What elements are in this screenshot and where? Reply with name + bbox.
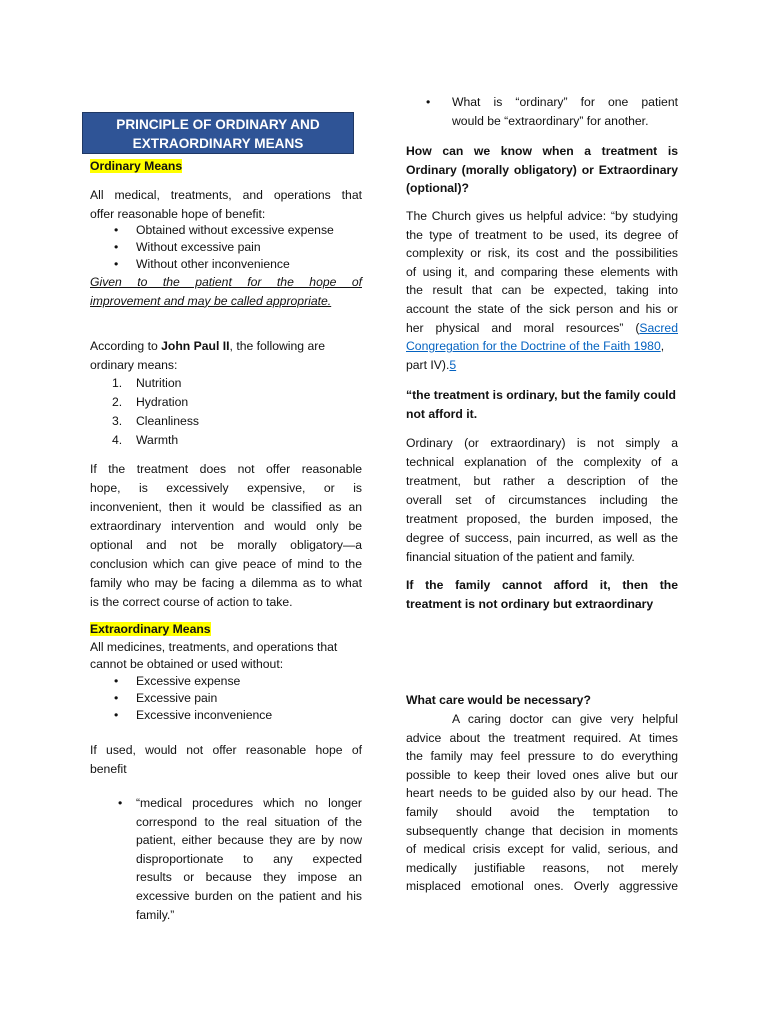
list-item: • Without other inconvenience <box>114 257 290 271</box>
ordinary-def-line-1: All medical, treatments, and operations that <box>90 188 362 202</box>
john-paul-name: John Paul II <box>161 339 230 353</box>
list-item: 2. Hydration <box>112 395 189 409</box>
church-line-9: part IV).5 <box>406 357 457 372</box>
title-line-1: PRINCIPLE OF ORDINARY AND <box>116 117 320 132</box>
given-note <box>90 273 362 310</box>
extraordinary-means-heading: Extraordinary Means <box>90 622 211 636</box>
extraordinary-means-section <box>90 620 362 673</box>
list-item: • Excessive expense <box>114 674 241 688</box>
cannot-afford-statement: If the family cannot afford it, then the treatment is not ordinary but extraordinary <box>406 578 678 611</box>
list-item: 3. Cleanliness <box>112 414 200 428</box>
ordinary-definition <box>90 186 362 223</box>
ordinary-def-line-2: offer reasonable hope of benefit: <box>90 206 266 221</box>
extra-def-line-1: All medicines, treatments, and operations that <box>90 639 338 654</box>
bullet-icon: • <box>118 796 123 810</box>
page-title <box>82 112 354 154</box>
list-item: • Obtained without excessive expense <box>114 223 334 237</box>
list-item: 4. Warmth <box>112 433 179 447</box>
church-line-8: Congregation for the Doctrine of the Faith 1980, <box>406 339 665 354</box>
list-item: 1. Nutrition <box>112 376 182 390</box>
caring-doctor-paragraph: A caring doctor can give very helpful advice about the treatment required. At times the family may feel pressure to do everything possible to keep their loved ones alive but our heart needs to be guided also by our head. The family should avoid the temptation to subsequently change that decision in moments of medical crisis except for valid, serious, and medically justifiable reasons, not merely misplaced emotional ones. Overly aggressive <box>406 712 678 894</box>
what-is-ordinary-bullet: • What is “ordinary” for one patient would be “extraordinary” for another. <box>426 95 678 128</box>
list-item: • Without excessive pain <box>114 240 261 254</box>
ordinary-not-simply-paragraph: Ordinary (or extraordinary) is not simply a technical explanation of the complexity of a treatment, but rather a description of the overall set of circumstances including the treatment proposed, the burden imposed, the degree of success, pain incurred, as well as the financial situation of the patient and family. <box>406 436 678 564</box>
list-item: • Excessive pain <box>114 691 218 705</box>
title-line-2: EXTRAORDINARY MEANS <box>132 136 304 151</box>
given-line-1: Given to the patient for the hope of <box>90 275 362 289</box>
church-line-7: her physical and moral resources” (Sacred <box>406 320 678 335</box>
family-quote: “the treatment is ordinary, but the family could not afford it. <box>406 388 676 421</box>
care-necessary-section <box>406 691 678 710</box>
bullet-icon: • <box>426 95 431 109</box>
extraordinary-criteria-list <box>90 673 362 724</box>
ordinary-means-heading: Ordinary Means <box>90 159 183 173</box>
jp-line-1: According to John Paul II, the following are <box>90 339 326 353</box>
sacred-link[interactable]: Sacred <box>639 320 678 335</box>
ordinary-means-section <box>90 157 362 176</box>
medical-procedures-quote: • “medical procedures which no longer correspond to the real situation of the patient, either because they are by now disproportionate to any expected results or because they impose an excessive burden on the patient and his family.” <box>118 796 362 922</box>
john-paul-intro <box>90 337 362 374</box>
ordinary-criteria-list <box>90 222 362 273</box>
how-can-we-know-heading: How can we know when a treatment is Ordinary (morally obligatory) or Extraordinary (optional)? <box>406 144 678 196</box>
extra-def-line-2: cannot be obtained or used without: <box>90 656 284 671</box>
church-advice-paragraph: The Church gives us helpful advice: “by studying the type of treatment to be used, its degree of complexity or risk, its cost and the possibilities of using it, and comparing these elements with the result that can be expected, taking into account the state of the sick person and his or her physical and moral resources” (Sacred Congregation for the Doctrine of the Faith 1980, part IV).5 <box>406 207 678 374</box>
congregation-link[interactable]: Congregation for the Doctrine of the Faith 1980 <box>406 339 661 354</box>
given-line-2: improvement and may be called appropriate. <box>90 293 332 308</box>
care-heading: What care would be necessary? <box>406 693 591 707</box>
list-item: • Excessive inconvenience <box>114 708 273 722</box>
footnote-link[interactable]: 5 <box>449 357 457 372</box>
if-used-paragraph: If used, would not offer reasonable hope of benefit <box>90 743 362 776</box>
ordinary-means-numbered-list <box>90 374 362 450</box>
if-treatment-paragraph: If the treatment does not offer reasonable hope, is excessively expensive, or is inconvenient, then it would be classified as an extraordinary intervention and would only be optional and not be morally obligatory—a conclusion which can give peace of mind to the family who may be facing a dilemma as to what is the correct course of action to take. <box>90 462 362 609</box>
jp-line-2: ordinary means: <box>90 357 178 372</box>
